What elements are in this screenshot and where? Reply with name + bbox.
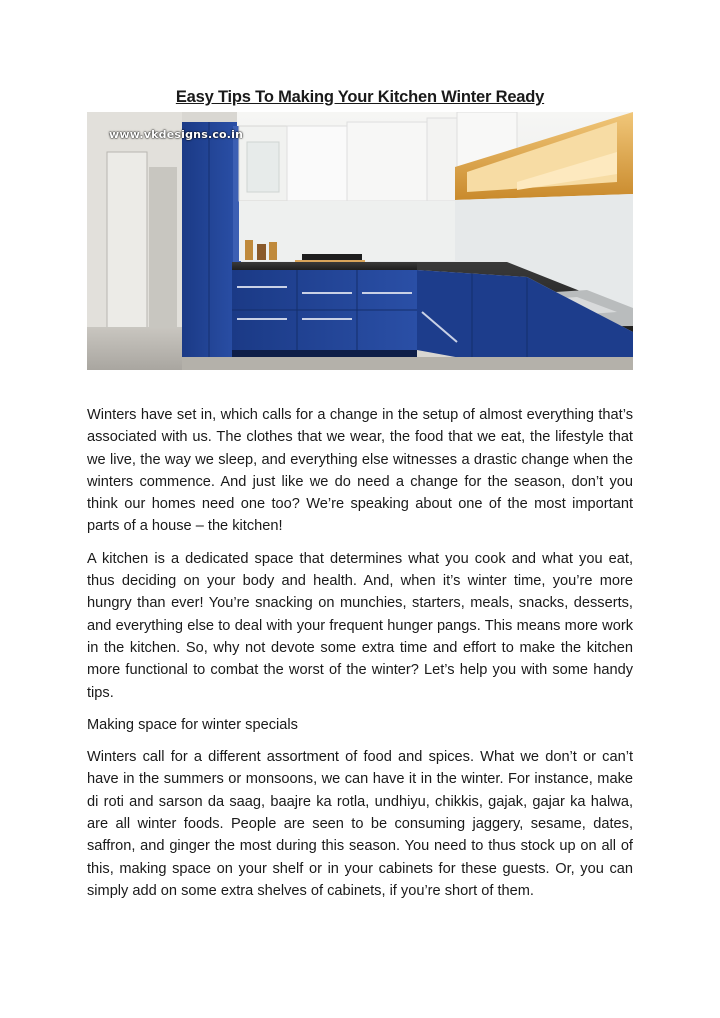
paragraph-winter-specials: Winters call for a different assortment of food and spices. What we don’t or can’t have in the summers or monsoons, we can have it in the winter. For instance, make di roti and sarson da saag, baajre ka rotla, undhiyu, chikkis, gajak, gajar ka halwa, are all winter foods. People are seen to be consuming jaggery, sesame, dates, saffron, and ginger the most during this season. You need to thus stock up on all of this, making space on your shelf or in your cabinets for these guests. Or, you can simply add on some extra shelves of cabinets, if you’re short of them. <box>87 749 633 899</box>
body-text <box>87 404 633 912</box>
kitchen-illustration <box>87 112 633 370</box>
section-heading: Making space for winter specials <box>87 716 298 733</box>
paragraph-kitchen: A kitchen is a dedicated space that determines what you cook and what you eat, thus deciding on your body and health. And, when it’s winter time, you’re more hungry than ever! You’re snacking on munchies, starters, meals, snacks, desserts, and everything else to deal with your frequent hunger pangs. This means more work in the kitchen. So, why not devote some extra time and effort to make the kitchen more functional to combat the worst of the winter? Let’s help you with some handy tips. <box>87 550 633 701</box>
paragraph-intro: Winters have set in, which calls for a change in the setup of almost everything that’s associated with us. The clothes that we wear, the food that we eat, the lifestyle that we live, the way we sleep, and everything else witnesses a drastic change when the winters commence. And just like we do need a change for the season, don’t you think our homes need one too? We’re speaking about one of the most important parts of a house – the kitchen! <box>87 407 633 535</box>
photo-watermark: www.vkdesigns.co.in <box>109 128 244 141</box>
kitchen-photo <box>87 112 633 370</box>
document-title: Easy Tips To Making Your Kitchen Winter Ready <box>175 88 545 106</box>
